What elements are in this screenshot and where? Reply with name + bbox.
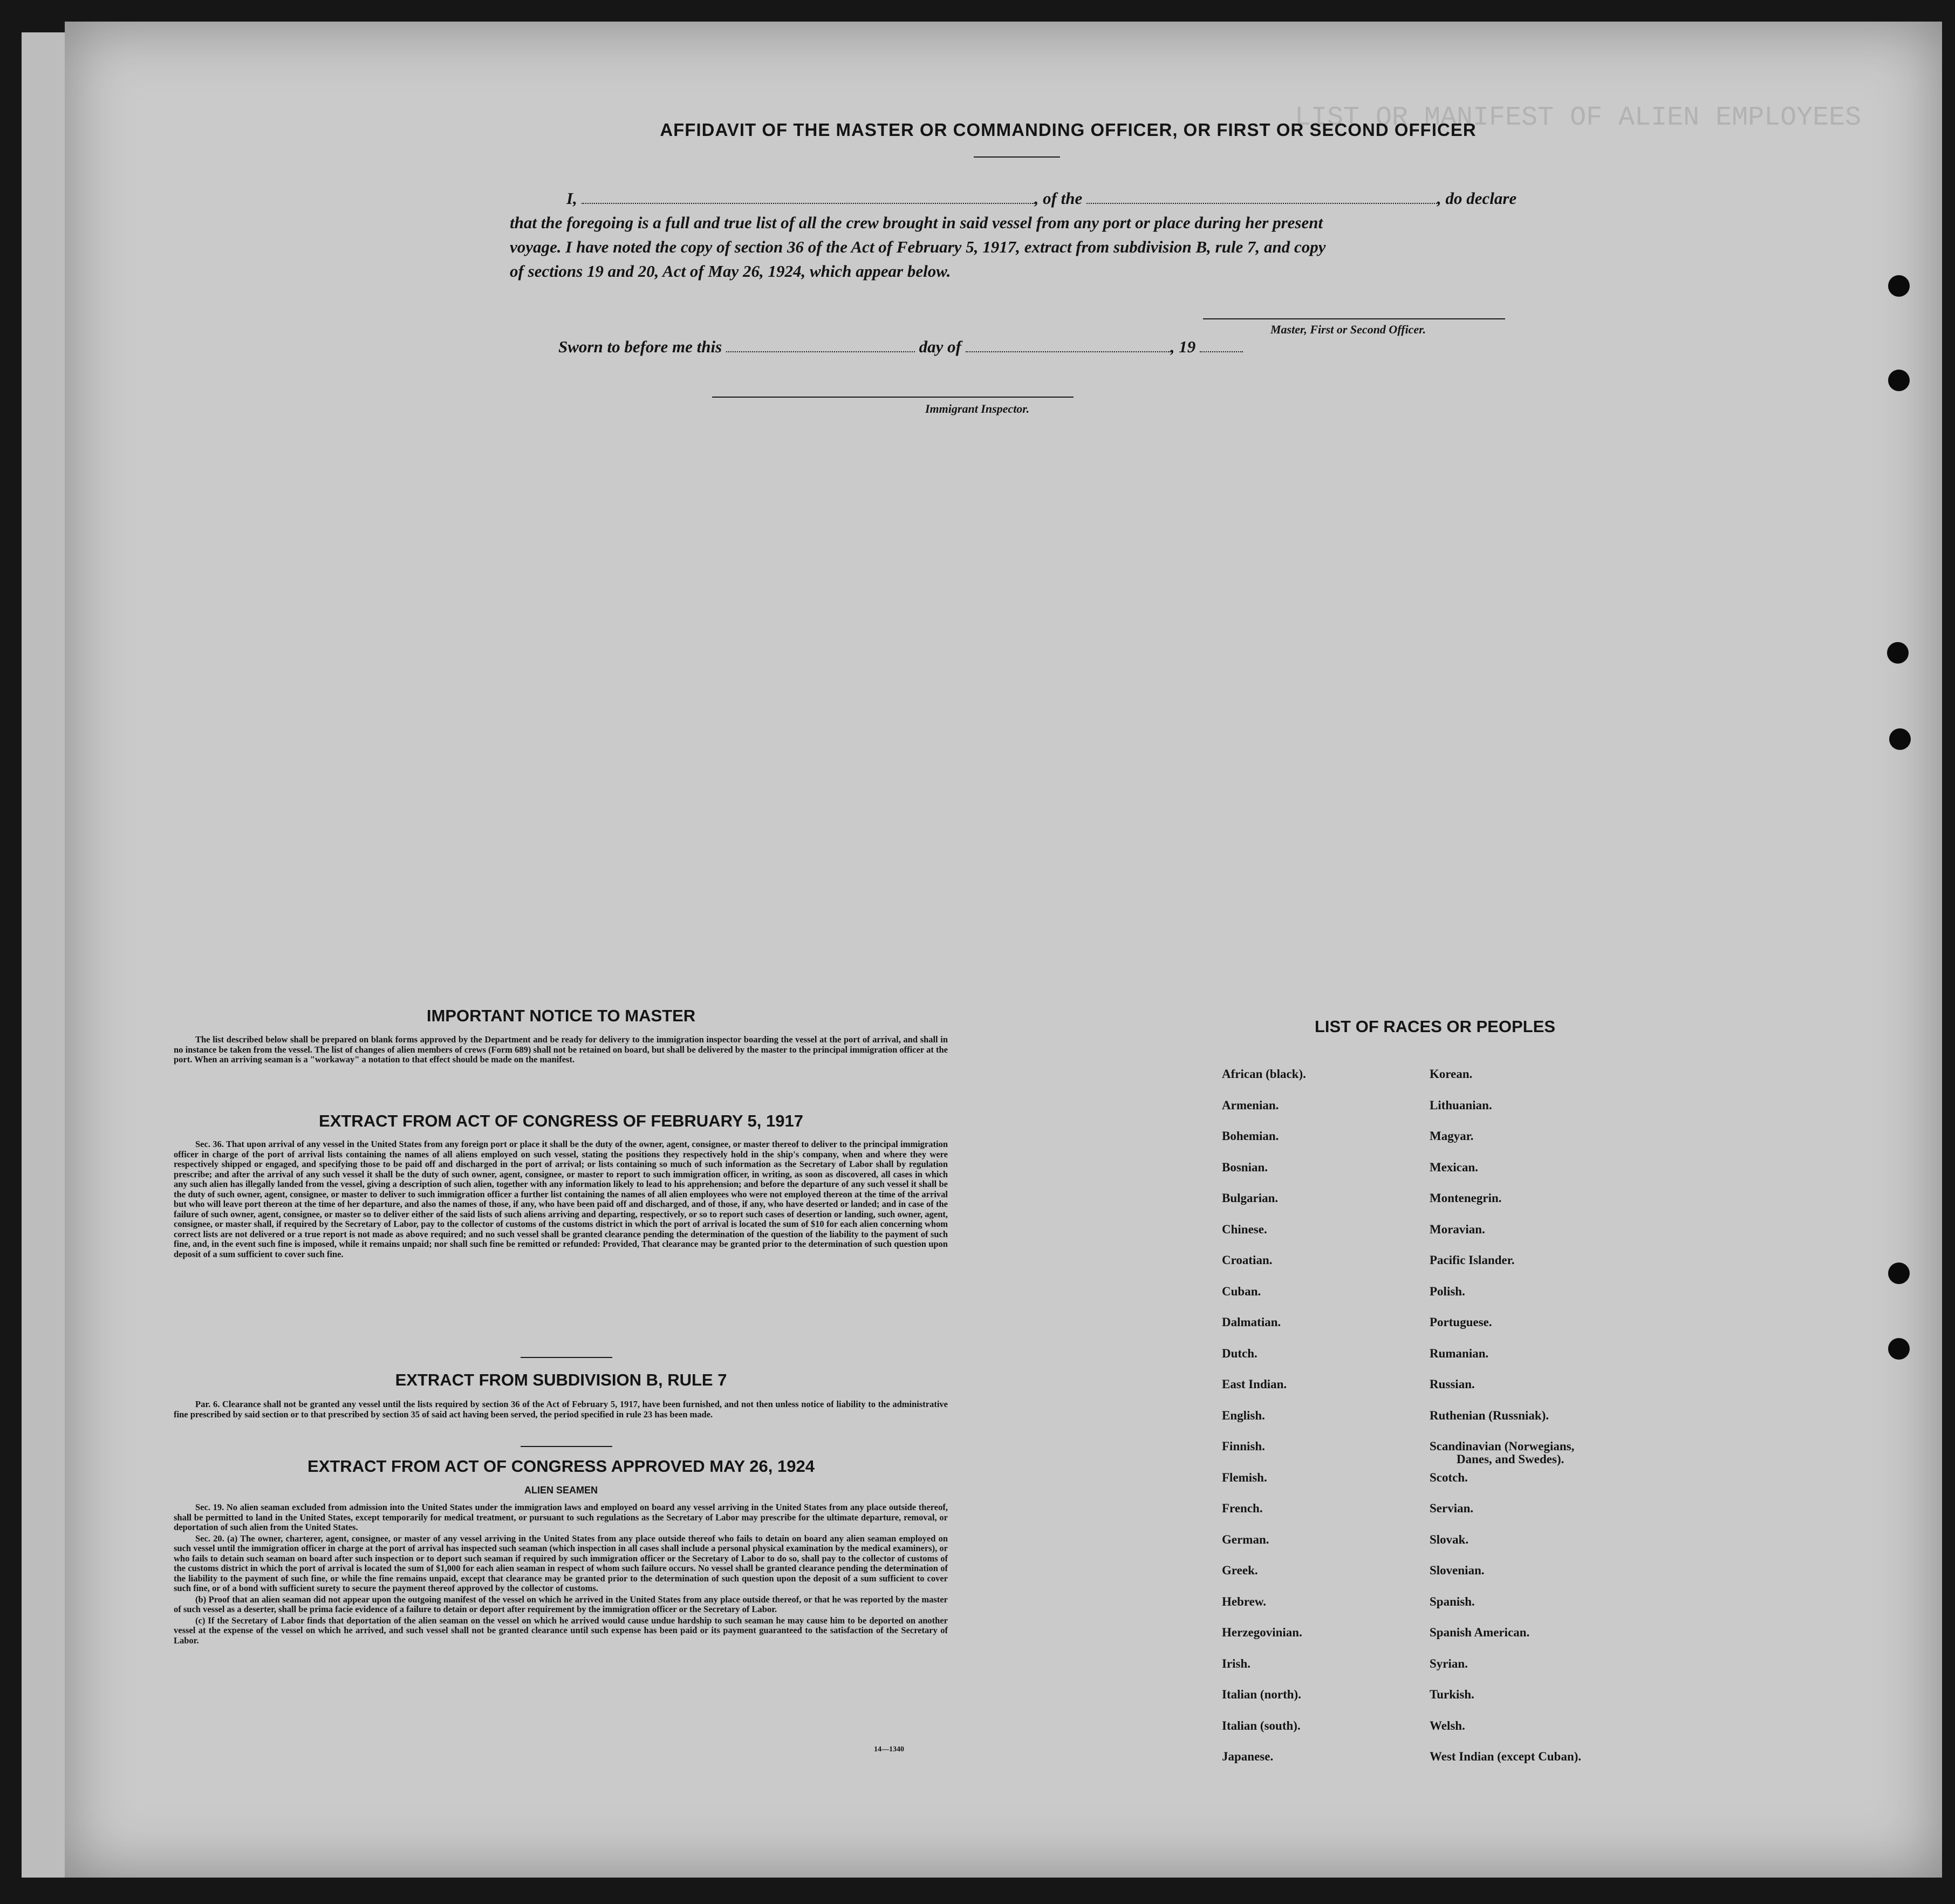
race-item: Greek. [1222,1564,1258,1577]
sec-20c-paragraph: (c) If the Secretary of Labor finds that deportation of the alien seaman on the vessel on which he arrived would cause undue hardship to such seaman he may cause him to be deported on another vessel at the expense of the vessel on which he arrived, and such vessel shall not be granted clearance until such expense has been paid or its payment guaranteed to the satisfaction of the Secretary of Labor. [174,1615,948,1646]
race-item: Slovak. [1430,1532,1469,1546]
notice-paragraph: The list described below shall be prepared on blank forms approved by the Department and be ready for delivery to the immigration inspector boarding the vessel at the port of arrival, and shall in no instance be taken from the vessel. The list of changes of alien members of crews (Form 689) shall not be retained on board, but shall be delivered by the master to the principal immigration officer at the port. When an arriving seaman is a "workaway" a notation to that effect should be made on the manifest. [174,1034,948,1064]
sworn-year: , 19 [1170,337,1196,356]
sworn-day-field[interactable] [726,338,915,352]
race-item: Polish. [1430,1284,1465,1298]
race-item: Danes, and Swedes). [1457,1452,1564,1466]
vessel-name-field[interactable] [1086,190,1437,204]
divider-1 [521,1357,612,1358]
affidavit-line-1 [566,189,1516,208]
race-item: Spanish American. [1430,1626,1530,1639]
race-item: Croatian. [1222,1253,1273,1267]
notice-title: IMPORTANT NOTICE TO MASTER [426,1006,696,1025]
race-item: Hebrew. [1222,1594,1266,1608]
race-item: Mexican. [1430,1160,1479,1174]
race-item: Servian. [1430,1502,1474,1515]
race-item: Moravian. [1430,1222,1485,1236]
race-item: Armenian. [1222,1098,1279,1112]
rule-7-text [174,1400,948,1421]
race-item: Montenegrin. [1430,1191,1502,1205]
sworn-day-of: day of [919,337,961,356]
race-item: Italian (south). [1222,1718,1301,1732]
title-rule [974,156,1060,158]
sworn-prefix: Sworn to before me this [558,337,722,356]
race-item: Irish. [1222,1656,1251,1670]
sworn-line [558,337,1243,357]
race-item: Korean. [1430,1067,1473,1081]
race-item: Bulgarian. [1222,1191,1279,1205]
binder-hole-5 [1888,1262,1910,1284]
race-item: Japanese. [1222,1750,1274,1763]
extract-1924-text [174,1503,948,1647]
notice-text [174,1035,948,1066]
race-item: Portuguese. [1430,1315,1492,1329]
race-item: Syrian. [1430,1656,1468,1670]
affidavit-line-3: voyage. I have noted the copy of section 36 of the Act of February 5, 1917, extract from subdivision B, rule 7, and copy [510,237,1326,256]
extract-1924-title: EXTRACT FROM ACT OF CONGRESS APPROVED MAY 26, 1924 [307,1457,815,1476]
master-caption: Master, First or Second Officer. [1270,323,1426,336]
rule-7-title: EXTRACT FROM SUBDIVISION B, RULE 7 [395,1370,727,1389]
race-item: German. [1222,1532,1269,1546]
race-item: Lithuanian. [1430,1098,1492,1112]
sec-20a-paragraph: Sec. 20. (a) The owner, charterer, agent, consignee, or master of any vessel arriving in the United States from any place outside thereof who fails to detain on board any alien seaman employed on such vessel until the immigration officer in charge at the port of arrival has inspected such seaman (which inspection in all cases shall include a personal physical examination by the medical examiners), or who fails to detain such seaman on board after such inspection or to deport such seaman if required by such immigration officer or the Secretary of Labor to do so, shall pay to the collector of customs of the customs district in which the port of arrival is located the sum of $1,000 for each alien seaman in respect of whom such failure occurs. No vessel shall be granted clearance pending the determination of the liability to the payment of such fine, or while the fine remains unpaid, except that clearance may be granted prior to the determination of such question upon the deposit of a sum sufficient to cover such fine, or of a bond with sufficient surety to secure the payment thereof approved by the collector of customs. [174,1533,948,1593]
race-item: Chinese. [1222,1222,1267,1236]
binder-hole-4 [1889,728,1911,750]
alien-seamen-subtitle: ALIEN SEAMEN [524,1485,598,1496]
race-item: Magyar. [1430,1129,1474,1143]
races-title: LIST OF RACES OR PEOPLES [1314,1017,1556,1036]
extract-1917-text [174,1139,948,1260]
sec-36-paragraph: Sec. 36. That upon arrival of any vessel in the United States from any foreign port or place it shall be the duty of the owner, agent, consignee, or master thereof to deliver to the principal immigration officer in charge of the port of arrival lists containing the names of all aliens employed on such vessel, stating the positions they respectively hold in the ship's company, when and where they were respectively shipped or engaged, and specifying those to be paid off and discharged in the port of arrival; or lists containing so much of such information as the Secretary of Labor shall by regulation prescribe; and after the arrival of any such vessel it shall be the duty of such owner, agent, consignee, or master to report to such immigration officer, in writing, as soon as discovered, all cases in which any such alien has illegally landed from the vessel, giving a description of such alien, together with any information likely to lead to his apprehension; and before the departure of any such vessel it shall be the duty of such owner, agent, consignee, or master to deliver to such immigration officer a further list containing the names of all alien employees who were not employed thereon at the time of the arrival but who will leave port thereon at the time of her departure, and also the names of those, if any, who have been paid off and discharged, and of those, if any, who have deserted or landed; and in case of the failure of such owner, agent, consignee, or master so to deliver either of the said lists of such aliens arriving and departing, respectively, or so to report such cases of desertion or landing, such owner, agent, consignee, or master shall, if required by the Secretary of Labor, pay to the collector of customs of the customs district in which the port of arrival is located the sum of $10 for each alien concerning whom correct lists are not delivered or a true report is not made as above required; and no such vessel shall be granted clearance pending the determination of the question of the liability to the payment of such fine, and, in the event such fine is imposed, while it remains unpaid; nor shall such fine be remitted or refunded: Provided, That clearance may be granted prior to the determination of such question upon deposit of a sum sufficient to cover such fine. [174,1139,948,1259]
master-signature-line[interactable] [1203,318,1505,319]
race-item: Dalmatian. [1222,1315,1281,1329]
declarant-i: I, [566,189,577,208]
extract-1917-title: EXTRACT FROM ACT OF CONGRESS OF FEBRUARY 5, 1917 [319,1111,803,1130]
sec-19-paragraph: Sec. 19. No alien seaman excluded from admission into the United States under the immigration laws and employed on board any vessel arriving in the United States from any place outside thereof, shall be permitted to land in the United States, except temporarily for medical treatment, or pursuant to such regulations as the Secretary of Labor may prescribe for the ultimate departure, removal, or deportation of such alien from the United States. [174,1502,948,1532]
race-item: West Indian (except Cuban). [1430,1750,1582,1763]
do-declare-label: , do declare [1437,189,1517,208]
race-item: Russian. [1430,1377,1475,1391]
affidavit-title: AFFIDAVIT OF THE MASTER OR COMMANDING OFFICER, OR FIRST OR SECOND OFFICER [660,120,1476,140]
race-item: Scotch. [1430,1470,1468,1484]
race-item: Flemish. [1222,1470,1267,1484]
race-item: Scandinavian (Norwegians, [1430,1439,1575,1453]
sworn-month-field[interactable] [966,338,1171,352]
race-item: East Indian. [1222,1377,1287,1391]
race-item: Spanish. [1430,1594,1475,1608]
race-item: Cuban. [1222,1284,1261,1298]
binder-hole-1 [1888,275,1910,297]
sec-20b-paragraph: (b) Proof that an alien seaman did not appear upon the outgoing manifest of the vessel on which he arrived in the United States from any place outside thereof, or that he was reported by the master of such vessel as a deserter, shall be prima facie evidence of a failure to detain or deport after requirement by the immigration officer or the Secretary of Labor. [174,1594,948,1614]
par-6-paragraph: Par. 6. Clearance shall not be granted any vessel until the lists required by section 36 of the Act of February 5, 1917, have been furnished, and not then unless notice of liability to the administrative fine prescribed by said section or to that prescribed by section 35 of said act having been served, the period specified in rule 23 has been made. [174,1399,948,1420]
race-item: Bohemian. [1222,1129,1279,1143]
race-item: Herzegovinian. [1222,1626,1302,1639]
race-item: Rumanian. [1430,1346,1489,1360]
race-item: Pacific Islander. [1430,1253,1515,1267]
race-item: Finnish. [1222,1439,1265,1453]
declarant-name-field[interactable] [582,190,1035,204]
inspector-caption: Immigrant Inspector. [925,402,1030,415]
of-the-label: , of the [1034,189,1083,208]
race-item: Slovenian. [1430,1564,1485,1577]
race-item: Bosnian. [1222,1160,1268,1174]
race-item: Italian (north). [1222,1688,1301,1701]
affidavit-line-4: of sections 19 and 20, Act of May 26, 1924, which appear below. [510,262,951,281]
race-item: English. [1222,1408,1265,1422]
sworn-year-field[interactable] [1200,338,1243,352]
race-item: Turkish. [1430,1688,1474,1701]
divider-2 [521,1446,612,1447]
inspector-signature-line[interactable] [712,397,1074,398]
affidavit-line-2: that the foregoing is a full and true list of all the crew brought in said vessel from any port or place during her present [510,213,1323,232]
binder-hole-2 [1888,370,1910,391]
binder-hole-6 [1888,1338,1910,1360]
form-number: 14—1340 [874,1745,904,1753]
manifest-page: LIST OR MANIFEST OF ALIEN EMPLOYEES [65,22,1942,1878]
race-item: Dutch. [1222,1346,1257,1360]
race-item: Ruthenian (Russniak). [1430,1408,1549,1422]
binder-hole-3 [1887,642,1909,664]
race-item: Welsh. [1430,1718,1465,1732]
race-item: African (black). [1222,1067,1306,1081]
race-item: French. [1222,1502,1263,1515]
